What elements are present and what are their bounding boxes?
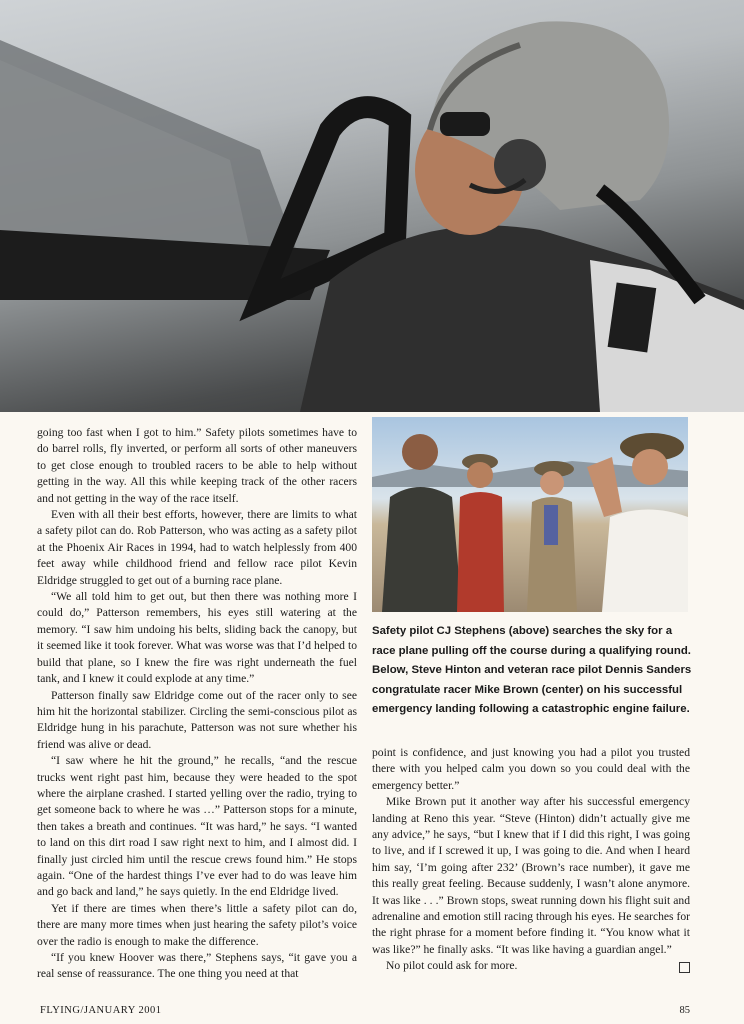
article-paragraph: point is confidence, and just knowing you had a pilot you trusted there with you helped calm you down so you could deal with the emergency better.” <box>372 746 690 792</box>
article-paragraph: “I saw where he hit the ground,” he recalls, “and the rescue trucks went right past him, because they were headed to the spot where the airplane crashed. I started yelling over the radio, trying to get someone back to where he was …” Patterson stops for a minute, then takes a breath and continues. “It was hard,” he says. “I wanted to land on this dirt road I saw right next to him, and I almost did. I finally just circled him until the rescue crews found him.” He stops again. “One of the hardest things I’ve ever had to do was leave him and go back and land,” he says quietly. In the end Eldridge lived. <box>37 754 357 899</box>
article-column-right <box>372 745 690 975</box>
page-number: 85 <box>679 1005 690 1016</box>
inset-photo <box>372 417 688 612</box>
inset-photo-illustration <box>372 417 688 612</box>
article-paragraph: going too fast when I got to him.” Safety pilots sometimes have to do barrel rolls, fly inverted, or perform all sorts of other maneuvers to get close enough to troubled racers to be able to help without getting in the way. All this while keeping track of the other racers and not getting in the way of the race itself. <box>37 426 357 505</box>
publication-footer: FLYING/JANUARY 2001 <box>40 1005 162 1016</box>
hero-photo <box>0 0 744 412</box>
article-closing-line: No pilot could ask for more. <box>386 959 518 973</box>
article-paragraph: Patterson finally saw Eldridge come out of the racer only to see him hit the horizontal stabilizer. Circling the semi-conscious pilot as Eldridge hung in his parachute, Patterson was not sure whether his friend was alive or dead. <box>37 688 357 751</box>
article-paragraph: Mike Brown put it another way after his successful emergency landing at Reno this year. “Steve (Hinton) didn’t actually give me any advice,” he says, “but I knew that if I did this right, I was going to live, and if I screwed it up, I was going to die. And when I heard him say, ‘I’m going after 232’ (Brown’s race number), it gave me this really great feeling. Because suddenly, I wasn’t alone anymore. It was like . . .” Brown stops, sweat running down his flight suit and adrenaline and emotion still racing through his eyes. He searches for the right phrase for a moment before finding it. “You know what it was like?” he finally asks. “It was like having a guardian angel.” <box>372 795 690 956</box>
article-paragraph: Yet if there are times when there’s little a safety pilot can do, there are many more times when just hearing the safety pilot’s voice over the radio is enough to make the difference. <box>37 901 357 948</box>
article-paragraph-final <box>372 958 690 974</box>
end-of-article-mark <box>679 962 690 973</box>
article-paragraph: “If you knew Hoover was there,” Stephens says, “it gave you a real sense of reassurance. The one thing you need at that <box>37 951 357 981</box>
article-column-left <box>37 425 357 983</box>
hero-photo-illustration <box>0 0 744 412</box>
photo-caption: Safety pilot CJ Stephens (above) searches the sky for a race plane pulling off the course during a qualifying round. Below, Steve Hinton and veteran race pilot Dennis Sanders congratulate racer Mike Brown (center) on his successful emergency landing following a catastrophic engine failure. <box>372 625 692 715</box>
article-paragraph: “We all told him to get out, but then there was nothing more I could do,” Patterson remembers, his eyes still watering at the memory. “I saw him undoing his belts, sliding back the canopy, but it seemed like it took forever. What was worse was that I’d helped to build that plane, so I knew the fire was right underneath the fuel tank, and I knew it could explode at any time.” <box>37 590 357 686</box>
article-paragraph: Even with all their best efforts, however, there are limits to what a safety pilot can do. Rob Patterson, who was acting as a safety pilot at the Phoenix Air Races in 1994, had to watch helplessly from 400 feet away while childhood friend and fellow race pilot Kevin Eldridge struggled to get out of a burning race plane. <box>37 508 357 587</box>
